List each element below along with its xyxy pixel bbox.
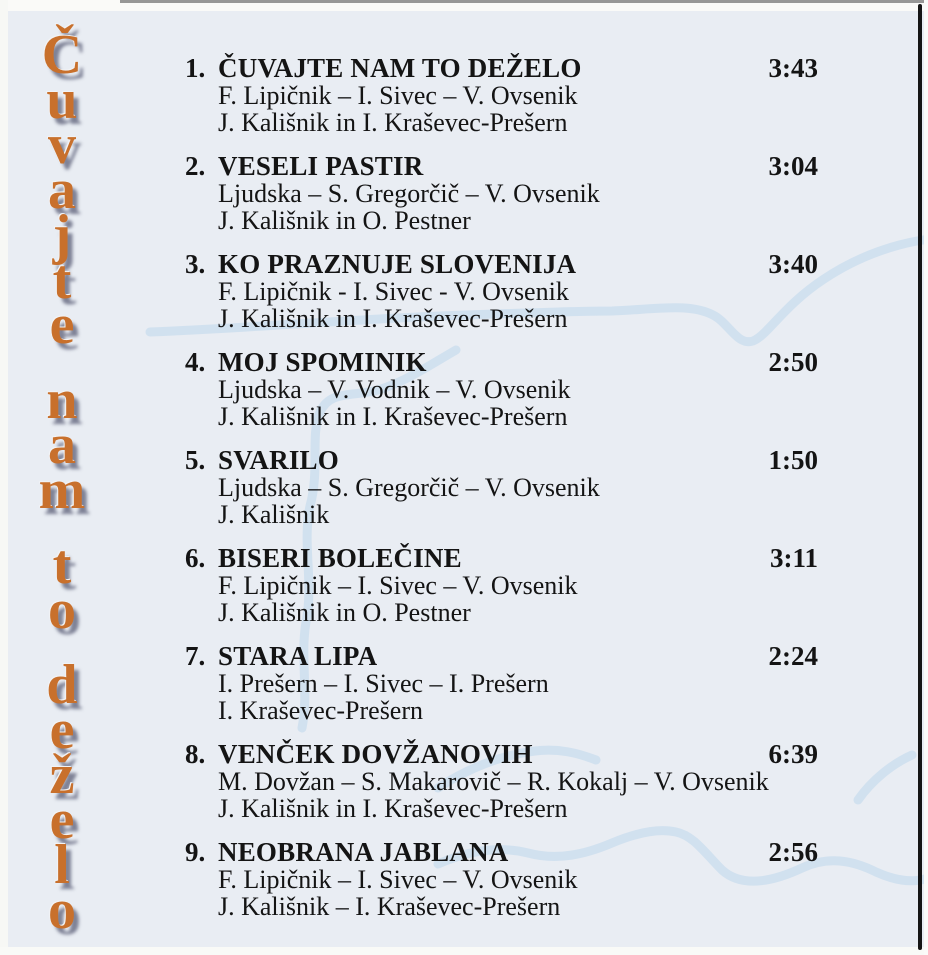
track-duration: 3:43 — [768, 53, 818, 83]
track-number: 6. — [185, 543, 206, 573]
credit-line: J. Kališnik — [218, 500, 330, 529]
credit-line: M. Dovžan – S. Makarovič – R. Kokalj – V. Ovsenik — [218, 767, 769, 796]
track-duration: 1:50 — [768, 445, 818, 475]
scan-edge-right — [924, 0, 928, 955]
vertical-title-word — [46, 654, 78, 941]
vertical-title-letter: e — [49, 789, 75, 851]
track-credits — [218, 180, 818, 234]
track-row — [185, 153, 818, 234]
credit-line: F. Lipičnik – I. Sivec – V. Ovsenik — [218, 865, 578, 894]
vertical-title-letter: t — [52, 534, 72, 596]
track-row — [185, 55, 818, 136]
credit-line: I. Kraševec-Prešern — [218, 696, 424, 725]
credit-line: F. Lipičnik – I. Sivec – V. Ovsenik — [218, 81, 578, 110]
track-credits — [218, 376, 818, 430]
track-row — [185, 251, 818, 332]
tracklist — [185, 55, 818, 920]
track-head — [185, 153, 818, 180]
credit-line: J. Kališnik in I. Kraševec-Prešern — [218, 304, 568, 333]
credit-line: J. Kališnik in O. Pestner — [218, 598, 471, 627]
track-duration: 2:50 — [768, 347, 818, 377]
track-credits — [218, 768, 818, 822]
vertical-title-word — [41, 24, 83, 356]
track-credits — [218, 474, 818, 528]
track-title: BISERI BOLEČINE — [218, 543, 462, 573]
vertical-title-letter: l — [54, 834, 70, 896]
track-number: 8. — [185, 739, 206, 769]
vertical-title-letter: t — [52, 249, 72, 311]
track-row — [185, 643, 818, 724]
track-title: KO PRAZNUJE SLOVENIJA — [218, 249, 577, 279]
track-duration: 2:24 — [768, 641, 818, 671]
track-credits — [218, 866, 818, 920]
track-head — [185, 349, 818, 376]
track-number: 9. — [185, 837, 206, 867]
track-title: SVARILO — [218, 445, 339, 475]
vertical-title-word — [48, 534, 76, 641]
vertical-title-letter: ž — [49, 744, 75, 806]
credit-line: J. Kališnik in I. Kraševec-Prešern — [218, 108, 568, 137]
vertical-title-letter: u — [46, 69, 78, 131]
scan-crease-line — [918, 4, 922, 950]
track-title: MOJ SPOMINIK — [218, 347, 427, 377]
track-duration: 3:04 — [768, 151, 818, 181]
scan-edge-bottom — [0, 947, 928, 955]
track-title: NEOBRANA JABLANA — [218, 837, 509, 867]
credit-line: I. Prešern – I. Sivec – I. Prešern — [218, 669, 549, 698]
track-head — [185, 55, 818, 82]
track-title: VENČEK DOVŽANOVIH — [218, 739, 533, 769]
credit-line: Ljudska – S. Gregorčič – V. Ovsenik — [218, 473, 600, 502]
track-number: 1. — [185, 53, 206, 83]
vertical-title-letter: o — [48, 579, 76, 641]
track-duration: 3:11 — [769, 543, 818, 573]
vertical-title-letter: e — [49, 699, 75, 761]
track-title: VESELI PASTIR — [218, 151, 424, 181]
track-credits — [218, 278, 818, 332]
track-number: 5. — [185, 445, 206, 475]
credit-line: J. Kališnik in I. Kraševec-Prešern — [218, 794, 568, 823]
track-head — [185, 839, 818, 866]
vertical-title-word — [38, 369, 86, 521]
credit-line: J. Kališnik in I. Kraševec-Prešern — [218, 402, 568, 431]
track-head — [185, 545, 818, 572]
credit-line: F. Lipičnik – I. Sivec – V. Ovsenik — [218, 571, 578, 600]
track-row — [185, 545, 818, 626]
track-head — [185, 741, 818, 768]
credit-line: Ljudska – S. Gregorčič – V. Ovsenik — [218, 179, 600, 208]
track-credits — [218, 82, 818, 136]
vertical-title-letter: v — [47, 114, 76, 176]
track-title: STARA LIPA — [218, 641, 378, 671]
track-duration: 2:56 — [768, 837, 818, 867]
track-duration: 6:39 — [768, 739, 818, 769]
credit-line: Ljudska – V. Vodnik – V. Ovsenik — [218, 375, 571, 404]
vertical-title-letter: Č — [41, 24, 83, 86]
credit-line: J. Kališnik – I. Kraševec-Prešern — [218, 892, 561, 921]
vertical-title-letter: m — [38, 459, 86, 521]
track-credits — [218, 572, 818, 626]
vertical-title-letter: o — [48, 879, 76, 941]
credit-line: J. Kališnik in O. Pestner — [218, 206, 471, 235]
track-row — [185, 839, 818, 920]
vertical-title-letter: j — [52, 204, 72, 266]
track-head — [185, 447, 818, 474]
vertical-title-letter: e — [49, 294, 75, 356]
track-number: 3. — [185, 249, 206, 279]
vertical-title-letter: a — [47, 159, 76, 221]
track-number: 4. — [185, 347, 206, 377]
track-number: 7. — [185, 641, 206, 671]
vertical-title-letter: a — [48, 414, 76, 476]
scan-top-line — [120, 0, 928, 3]
track-row — [185, 349, 818, 430]
vertical-title-letter: d — [46, 654, 78, 716]
track-title: ČUVAJTE NAM TO DEŽELO — [218, 53, 582, 83]
track-credits — [218, 670, 818, 724]
track-duration: 3:40 — [768, 249, 818, 279]
track-row — [185, 447, 818, 528]
track-number: 2. — [185, 151, 206, 181]
credit-line: F. Lipičnik - I. Sivec - V. Ovsenik — [218, 277, 569, 306]
album-title-vertical — [22, 24, 102, 941]
track-row — [185, 741, 818, 822]
track-head — [185, 643, 818, 670]
track-head — [185, 251, 818, 278]
scan-edge-left — [0, 0, 8, 955]
vertical-title-letter: n — [46, 369, 78, 431]
